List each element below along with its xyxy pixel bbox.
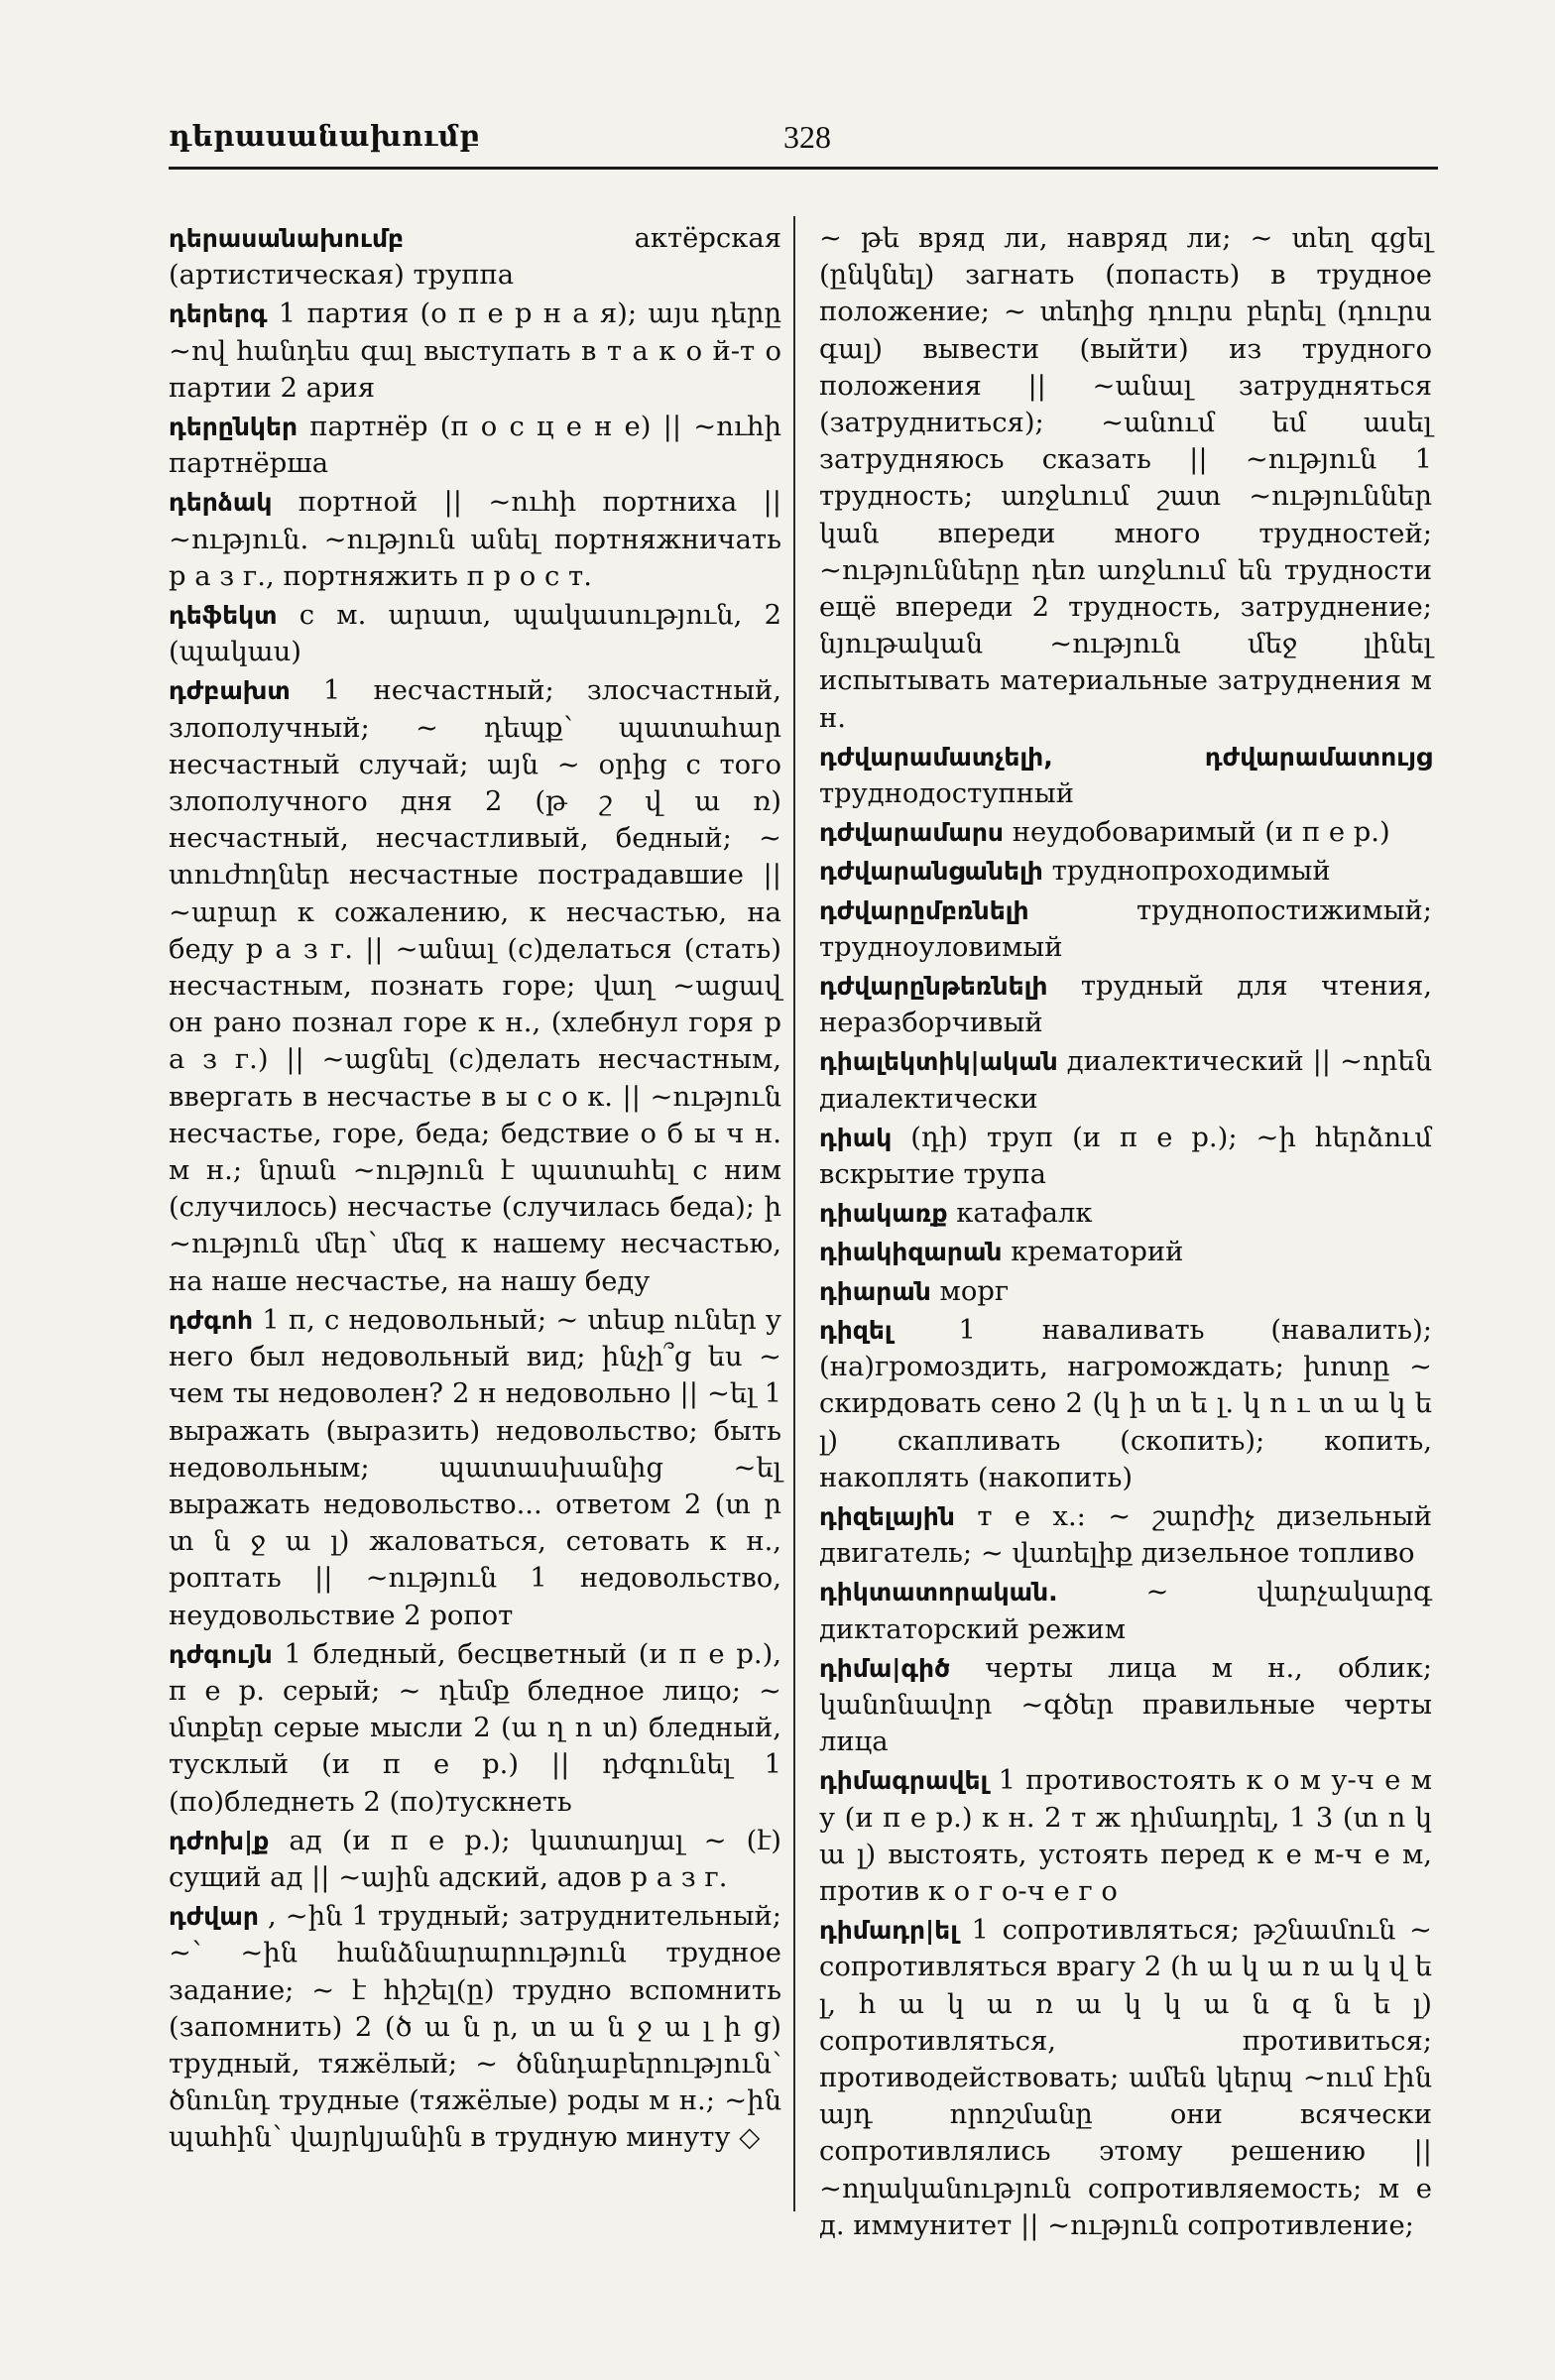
running-head: դերասանախումբ bbox=[169, 119, 480, 153]
entry-headword: դերասանախումբ bbox=[169, 224, 405, 253]
column-divider bbox=[793, 216, 795, 2211]
entry-definition: партнёр (п о с ц е н е) || ~ուհի партнёрша bbox=[169, 412, 781, 480]
entry-definition: трудный для чтения, неразборчивый bbox=[819, 971, 1432, 1039]
entry-headword: դիմագրավել bbox=[819, 1766, 989, 1796]
entry-headword: դիակիզարան bbox=[819, 1238, 1003, 1267]
dictionary-entry bbox=[819, 1498, 1432, 1572]
entry-definition: морг bbox=[939, 1275, 1010, 1307]
dictionary-entry bbox=[169, 409, 781, 482]
entry-definition: актёрская (артистическая) труппа bbox=[169, 223, 781, 292]
dictionary-entry bbox=[819, 853, 1432, 890]
entry-definition: 1 наваливать (навалить); (на)громоздить, нагромождать; խոտը ~ скирдовать сено 2 (կ ի տ ե լ. կ ո ւ տ ա կ ե լ) скапливать (скопить); копить, накоплять (накопить) bbox=[819, 1314, 1432, 1493]
dictionary-entry bbox=[169, 672, 781, 1299]
dictionary-entry bbox=[169, 220, 781, 294]
page-header bbox=[169, 111, 1438, 171]
dictionary-entry bbox=[819, 1912, 1432, 2244]
dictionary-entry bbox=[819, 1650, 1432, 1761]
dictionary-entry bbox=[819, 1574, 1432, 1647]
entry-definition: , ~ին 1 трудный; затруднительный; ~՝ ~ին հանձնարարություն трудное задание; ~ է հիշել(ը) трудно вспомнить (запомнить) 2 (ծ ա ն ր, տ ա ն ջ ա լ ի ց) трудный, тяжёлый; ~ ծննդաբերություն՝ ծնունդ трудные (тяжёлые) роды м н.; ~ին պահին՝ վայրկյանին в трудную минуту ◇ bbox=[169, 1901, 781, 2154]
dictionary-entry bbox=[819, 814, 1432, 851]
entry-headword: դժվարամարս bbox=[819, 818, 1004, 848]
entry-headword: դժվարանցանելի bbox=[819, 857, 1043, 887]
entry-headword: դժգույն bbox=[169, 1639, 273, 1669]
dictionary-entry bbox=[819, 1043, 1432, 1117]
dictionary-entry bbox=[169, 1898, 781, 2156]
dictionary-entry bbox=[169, 1636, 781, 1821]
entry-definition: труднопостижимый; трудноуловимый bbox=[819, 894, 1432, 963]
entry-headword: դժգոհ bbox=[169, 1305, 254, 1335]
entry-headword: դիկտատորական. bbox=[819, 1578, 1058, 1607]
entry-definition: черты лица м н., облик; կանոնավոր ~գծեր правильные черты лица bbox=[819, 1652, 1432, 1758]
dictionary-entry bbox=[819, 1312, 1432, 1496]
entry-definition: 1 противостоять к о м у-ч е м у (и п е р.) к н. 2 т ж դիմադրել, 1 3 (տ ո կ ա լ) выстоять, устоять перед к е м-ч е м, против к о г о-ч е г о bbox=[819, 1765, 1432, 1907]
entry-headword: դժոխ|ք bbox=[169, 1826, 270, 1855]
entry-headword: դերձակ bbox=[169, 488, 273, 518]
right-column bbox=[819, 220, 1432, 2246]
entry-definition: катафалк bbox=[956, 1198, 1093, 1230]
dictionary-entry bbox=[819, 892, 1432, 966]
entry-definition: ~ թե вряд ли, навряд ли; ~ տեղ գցել (ընկնել) загнать (попасть) в трудное положение; ~ տեղից դուրս բերել (դուրս գալ) вывести (выйти) из трудного положения || ~անալ затрудняться (затрудниться); ~անում եմ ասել затрудняюсь сказать || ~ություն 1 трудность; առջևում շատ ~ություններ կան впереди много трудностей; ~ությունները դեռ առջևում են трудности ещё впереди 2 трудность, затруднение; նյութական ~ություն մեջ լինել испытывать материальные затруднения м н. bbox=[819, 223, 1432, 734]
entry-definition: ад (и п е р.); կատաղյալ ~ (է) сущий ад || ~ային адский, адов р а з г. bbox=[169, 1825, 781, 1893]
dictionary-entry bbox=[819, 739, 1432, 812]
entry-headword: դեֆեկտ bbox=[169, 601, 278, 631]
entry-definition: диалектический || ~որեն диалектически bbox=[819, 1046, 1432, 1115]
dictionary-entry bbox=[819, 968, 1432, 1041]
entry-definition: с м. արատ, պակասություն, 2 (պակաս) bbox=[169, 600, 781, 668]
dictionary-entry bbox=[169, 484, 781, 595]
entry-headword: դիակ bbox=[819, 1123, 893, 1152]
entry-headword: դիարան bbox=[819, 1276, 931, 1306]
entry-definition: крематорий bbox=[1011, 1237, 1184, 1268]
entry-headword: դիակառք bbox=[819, 1199, 948, 1229]
entry-definition: неудобоваримый (и п е р.) bbox=[1012, 817, 1390, 849]
entry-headword: դիալեկտիկ|ական bbox=[819, 1047, 1058, 1077]
entry-headword: դերերգ bbox=[169, 299, 268, 329]
header-rule bbox=[169, 167, 1438, 170]
entry-headword: դժվարամատչելի, դժվարամատույց bbox=[819, 742, 1432, 772]
entry-definition: (դի) труп (и п е р.); ~ի հերձում вскрытие трупа bbox=[819, 1122, 1432, 1191]
dictionary-entry bbox=[819, 1120, 1432, 1193]
entry-definition: труднодоступный bbox=[819, 778, 1074, 810]
entry-definition: труднопроходимый bbox=[1051, 856, 1331, 888]
dictionary-entry bbox=[169, 296, 781, 407]
dictionary-entry bbox=[819, 1273, 1432, 1310]
page-number: 328 bbox=[783, 119, 831, 155]
entry-definition: 1 несчастный; злосчастный, злополучный; ~ դեպք՝ պատահար несчастный случай; այն ~ օրից с того злополучного дня 2 (թ շ վ ա ռ) несчастный, несчастливый, бедный; ~ տուժողներ несчастные пострадавшие || ~աբար к сожалению, к несчастью, на беду р а з г. || ~անալ (с)делаться (стать) несчастным, познать горе; վաղ ~ացավ он рано познал горе к н., (хлебнул горя р а з г.) || ~ացնել (с)делать несчастным, ввергать в несчастье в ы с о к. || ~ություն несчастье, горе, беда; бедствие о б ы ч н. м н.; նրան ~ություն է պատահել с ним (случилось) несчастье (случилась беда); ի ~ություն մեր՝ մեզ к нашему несчастью, на наше несчастье, на нашу беду bbox=[169, 675, 781, 1297]
entry-headword: դիմա|գիծ bbox=[819, 1653, 951, 1683]
entry-headword: դիզելային bbox=[819, 1501, 955, 1531]
dictionary-entry bbox=[819, 220, 1432, 737]
dictionary-entry bbox=[169, 1823, 781, 1896]
dictionary-entry bbox=[819, 1762, 1432, 1910]
entry-headword: դիզել bbox=[819, 1315, 893, 1345]
dictionary-entry bbox=[169, 1302, 781, 1634]
entry-headword: դժբախտ bbox=[169, 676, 291, 706]
entry-definition: портной || ~ուհի портниха || ~ություն. ~ություն անել портняжничать р а з г., портняжить п р о с т. bbox=[169, 487, 781, 592]
entry-definition: 1 п, с недовольный; ~ տեսք ուներ у него был недовольный вид; ինչի՞ց ես ~ чем ты недоволен? 2 н недовольно || ~ել 1 выражать (выразить) недовольство; быть недовольным; պատասխանից ~ել выражать недовольство... ответом 2 (տ ր տ ն ջ ա լ) жаловаться, сетовать к н., роптать || ~ություն 1 недовольство, неудовольствие 2 ропот bbox=[169, 1304, 781, 1631]
entry-definition: ~ վարչակարգ диктаторский режим bbox=[819, 1577, 1432, 1645]
entry-definition: 1 бледный, бесцветный (и п е р.), п е р. серый; ~ դեմք бледное лицо; ~ մտքեր серые мысли 2 (ա ղ ո տ) бледный, тусклый (и п е р.) || դժգունել 1 (по)бледнеть 2 (по)тускнеть bbox=[169, 1638, 781, 1818]
dictionary-entry bbox=[819, 1195, 1432, 1232]
entry-definition: 1 сопротивляться; թշնամուն ~ сопротивляться врагу 2 (հ ա կ ա ռ ա կ վ ե լ, հ ա կ ա ռ ա կ կ ա ն գ ն ե լ) сопротивляться, противиться; противодействовать; ամեն կերպ ~ում էին այդ որոշմանը они всячески сопротивлялись этому решению || ~ողականություն сопротивляемость; м е д. иммунитет || ~ություն сопротивление; bbox=[819, 1915, 1432, 2241]
entry-headword: դիմադր|ել bbox=[819, 1916, 958, 1946]
entry-headword: դժվար bbox=[169, 1902, 259, 1932]
entry-definition: 1 партия (о п е р н а я); այս դերը ~ով հանդես գալ выступать в т а к о й-т о партии 2 ария bbox=[169, 298, 781, 404]
entry-headword: դժվարըմբռնելի bbox=[819, 895, 1029, 925]
left-column bbox=[169, 220, 781, 2159]
dictionary-entry bbox=[819, 1234, 1432, 1270]
entry-definition: т е х.: ~ շարժիչ дизельный двигатель; ~ վառելիք дизельное топливо bbox=[819, 1500, 1432, 1570]
entry-headword: դժվարընթեռնելի bbox=[819, 972, 1048, 1002]
dictionary-entry bbox=[169, 597, 781, 670]
entry-headword: դերընկեր bbox=[169, 413, 299, 442]
